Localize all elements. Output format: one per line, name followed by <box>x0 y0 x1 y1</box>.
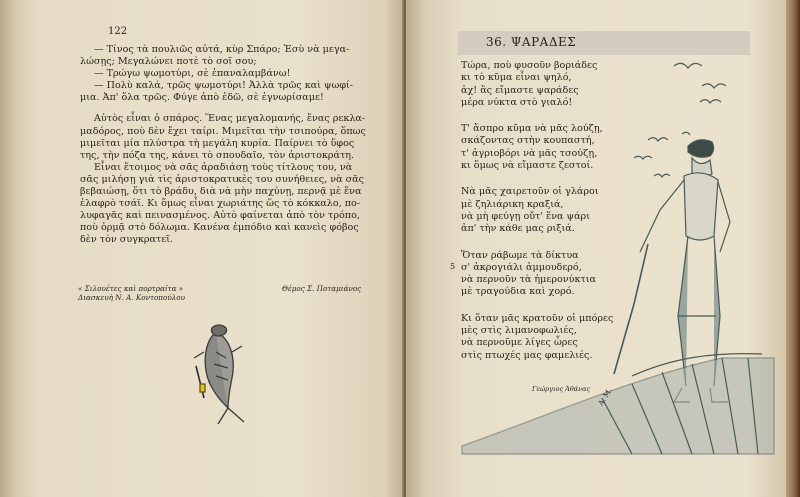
paragraph: — Πολὺ καλά, τρῶς ψωμοτύρι! Ἀλλὰ τρῶς καὶ ψωφί- μια. Ἀπ' ὅλα τρῶς. Φύγε ἀπὸ ἐδῶ, σὲ ἐγνωρίσαμε! <box>80 80 354 104</box>
prose-text <box>80 44 380 247</box>
paragraph: Αὐτὸς εἶναι ὁ σπάρος. Ἕνας μεγαλομανής, ἕνας ρεκλα- μαδόρος, ποὺ δὲν ἔχει ταίρι. Μιμεῖται τὴν τσιπούρα, ὅπως μιμεῖται μία πλύστρα τὴ μεγάλη κυρία. Παίρνει τὸ ὕφος της, τὴν πόζα της, κάνει τὸ σπουδαῖο, τὸν ἀριστοκράτη. <box>80 113 366 161</box>
margin-mark: 5 <box>450 262 456 271</box>
paragraph: Εἶναι ἕτοιμος νὰ σᾶς ἀραδιάσῃ τοὺς τίτλους του, νὰ σᾶς μιλήσῃ γιὰ τὶς ἀριστοκρατικὲς του συνήθειες, νὰ σᾶς βεβαιώσῃ, ὅτι τὸ βράδυ, διὰ νὰ μὴν παχύνῃ, περνᾷ μὲ ἕνα ἐλαφρὸ τσάϊ. Κι ὅμως εἶναι χωριάτης ὥς τὸ κόκκαλο, πο- λυφαγᾶς καὶ πεινασμένος. Αὐτὸ φαίνεται ἀπὸ τὸν τρόπο, ποὺ ὁρμᾷ στὸ δόλωμα. Κανένα ἐμπόδιο καὶ κανεὶς φόβος δὲν τὸν συγκρατεῖ. <box>80 161 365 246</box>
page-edges <box>786 0 800 497</box>
paragraph: — Τίνος τὰ πουλιῶς αὐτά, κὺρ Σπάρο; Ἐσὺ νὰ μεγα- λώσῃς; Μεγαλώνει ποτὲ τὸ σοῖ σου; <box>80 44 350 68</box>
source-caption <box>78 284 185 302</box>
adaptation-credit: Διασκευὴ Ν. Α. Κοντοπούλου <box>78 293 185 302</box>
stanza: Τ' ἄσπρο κῦμα νὰ μᾶς λούζῃ, σκάζοντας στὴν κουπαστή, τ' ἀγριοβόρι νὰ μᾶς τσούζῃ, κι ὅμως νὰ εἴμαστε ζεστοί. <box>461 123 603 172</box>
stanza: Κι ὅταν μᾶς κρατοῦν οἱ μπόρες μὲς στὶς λιμανοφωλιές, νὰ περνοῦμε λίγες ὧρες στὶς πτωχές μας φαμελιές. <box>461 312 614 361</box>
prose-author: Θέμος Σ. Ποταμιάνος <box>282 284 362 293</box>
page-number: 122 <box>108 26 128 37</box>
stanza: Ὅταν ράβωμε τὰ δίκτυα σ' ἀκρογιάλι ἀμμουδερό, νὰ περνοῦν τὰ ἡμερονύκτια μὲ τραγούδια καὶ χορό. <box>461 249 597 298</box>
stanza: Νὰ μᾶς χαιρετοῦν οἱ γλάροι μὲ ζηλιάρικη κραξιά, νὰ μὴ φεύγῃ οὔτ' ἕνα ψάρι ἀπ' τὴν κάθε μας ριξιά. <box>461 186 599 235</box>
illustration-signature: Α. Μ. <box>596 386 614 408</box>
poem-text <box>461 60 681 376</box>
fish-illustration <box>186 322 256 426</box>
poem-title: 36. ΨΑΡΑΔΕΣ <box>486 35 577 49</box>
fish-icon <box>194 325 244 424</box>
stanza: Τώρα, ποὺ φυσοῦν βοριάδες κι τὸ κῦμα εἶναι ψηλό, ἀχ! ἂς εἴμαστε ψαράδες μέρα νύκτα στὸ γιαλό! <box>461 60 598 108</box>
paragraph: — Τρώγω ψωμοτύρι, σὲ ἐπαναλαμβάνω! <box>94 68 291 80</box>
poem-author: Γεώργιος Ἀθάνας <box>532 385 591 393</box>
source-title: « Σιλουέτες καὶ πορτραῖτα » <box>78 284 184 293</box>
